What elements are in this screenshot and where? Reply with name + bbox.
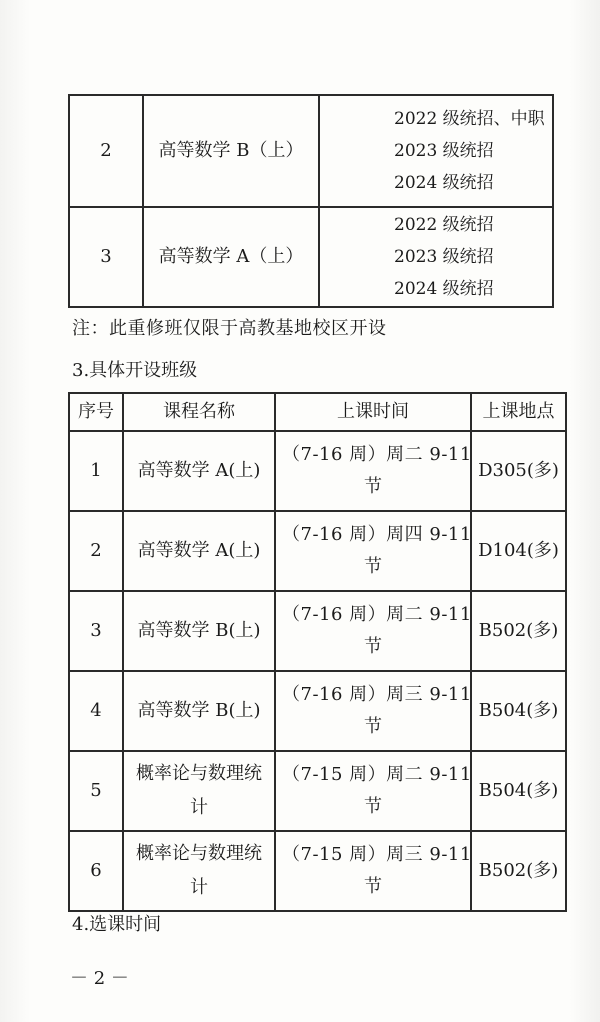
course-name-line: 概率论与数理统 [136, 843, 262, 864]
course-name [123, 671, 275, 751]
class-time-line: 节 [364, 796, 382, 817]
course-name-line: 概率论与数理统 [136, 763, 262, 784]
header-time: 上课时间 [275, 393, 471, 431]
header-number: 序号 [69, 393, 123, 431]
course-name: 高等数学 A（上） [143, 207, 319, 307]
table-row [69, 671, 566, 751]
class-time [275, 511, 471, 591]
classroom: D104(多) [471, 511, 566, 591]
class-time-line: 节 [364, 476, 382, 497]
row-number: 3 [69, 207, 143, 307]
row-number: 2 [69, 511, 123, 591]
eligible-classes-table [68, 94, 554, 308]
class-time-line: 节 [364, 636, 382, 657]
class-time-line: 节 [364, 876, 382, 897]
course-name [123, 831, 275, 911]
table-header-row [69, 393, 566, 431]
course-name [123, 431, 275, 511]
class-time [275, 591, 471, 671]
table-row [69, 751, 566, 831]
class-time [275, 751, 471, 831]
table-row [69, 207, 553, 307]
header-location: 上课地点 [471, 393, 566, 431]
course-name-line: 高等数学 B(上) [137, 620, 261, 641]
class-item: 2024 级统招 [394, 173, 494, 193]
section-heading-classes: 3.具体开设班级 [72, 360, 198, 381]
classroom: B502(多) [471, 591, 566, 671]
class-item: 2022 级统招 [394, 215, 494, 235]
course-name-line: 计 [190, 877, 208, 898]
campus-note: 注：此重修班仅限于高教基地校区开设 [72, 318, 387, 339]
class-time-line: （7-16 周）周四 9-11 [282, 524, 472, 545]
class-item: 2023 级统招 [394, 141, 494, 161]
class-item: 2024 级统招 [394, 279, 494, 299]
class-time-line: 节 [364, 556, 382, 577]
course-name [123, 511, 275, 591]
section-heading-selection-time: 4.选课时间 [72, 914, 162, 935]
eligible-classes [319, 207, 553, 307]
class-time [275, 431, 471, 511]
table-row [69, 431, 566, 511]
table-row [69, 511, 566, 591]
classroom: B502(多) [471, 831, 566, 911]
course-name-line: 高等数学 B(上) [137, 700, 261, 721]
course-name-line: 高等数学 A(上) [137, 540, 261, 561]
row-number: 4 [69, 671, 123, 751]
table-row [69, 591, 566, 671]
header-course: 课程名称 [123, 393, 275, 431]
classroom: B504(多) [471, 671, 566, 751]
classroom: D305(多) [471, 431, 566, 511]
class-time-line: （7-16 周）周三 9-11 [282, 684, 472, 705]
course-name-line: 高等数学 A(上) [137, 460, 261, 481]
table-row [69, 831, 566, 911]
class-time-line: 节 [364, 716, 382, 737]
eligible-classes [319, 95, 553, 207]
course-name-line: 计 [190, 797, 208, 818]
class-time-line: （7-15 周）周二 9-11 [282, 764, 472, 785]
class-time-line: （7-16 周）周二 9-11 [282, 444, 472, 465]
schedule-table [68, 392, 567, 912]
course-name [123, 591, 275, 671]
row-number: 5 [69, 751, 123, 831]
class-time-line: （7-15 周）周三 9-11 [282, 844, 472, 865]
page-number: － 2 － [70, 968, 129, 989]
row-number: 3 [69, 591, 123, 671]
row-number: 6 [69, 831, 123, 911]
course-name [123, 751, 275, 831]
course-name: 高等数学 B（上） [143, 95, 319, 207]
classroom: B504(多) [471, 751, 566, 831]
table-row [69, 95, 553, 207]
class-time-line: （7-16 周）周二 9-11 [282, 604, 472, 625]
class-time [275, 671, 471, 751]
class-time [275, 831, 471, 911]
row-number: 1 [69, 431, 123, 511]
row-number: 2 [69, 95, 143, 207]
class-item: 2022 级统招、中职 [394, 109, 545, 129]
class-item: 2023 级统招 [394, 247, 494, 267]
